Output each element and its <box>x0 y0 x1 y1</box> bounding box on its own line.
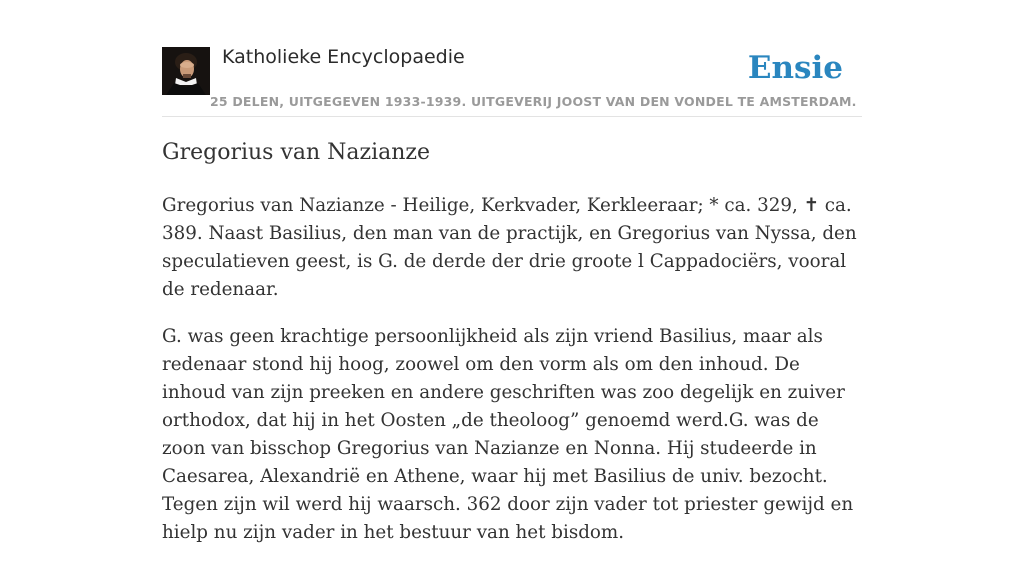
portrait-icon <box>162 47 210 95</box>
source-subtitle: 25 DELEN, UITGEGEVEN 1933-1939. UITGEVERIJ JOOST VAN DEN VONDEL TE AMSTERDAM. <box>210 94 857 109</box>
article-body <box>162 192 862 566</box>
article-title: Gregorius van Nazianze <box>162 140 431 165</box>
source-avatar[interactable] <box>162 47 210 95</box>
source-header <box>162 44 862 117</box>
article-paragraph: G. was geen krachtige persoonlijkheid als zijn vriend Basilius, maar als redenaar stond hij hoog, zoowel om den vorm als om den inhoud. De inhoud van zijn preeken en andere geschriften was zoo degelijk en zuiver orthodox, dat hij in het Oosten „de theoloog” genoemd werd.G. was de zoon van bisschop Gregorius van Nazianze en Nonna. Hij studeerde in Caesarea, Alexandrië en Athene, waar hij met Basilius de univ. bezocht. Tegen zijn wil werd hij waarsch. 362 door zijn vader tot priester gewijd en hielp nu zijn vader in het bestuur van het bisdom. <box>162 326 854 543</box>
article-paragraph: Gregorius van Nazianze - Heilige, Kerkvader, Kerkleeraar; * ca. 329, ✝ ca. 389. Naast Basilius, den man van de practijk, en Gregorius van Nyssa, den speculatieven geest, is G. de derde der drie groote l Cappadociërs, vooral de redenaar. <box>162 195 857 300</box>
brand-logo-link[interactable]: Ensie <box>747 50 843 86</box>
source-title[interactable]: Katholieke Encyclopaedie <box>222 46 465 68</box>
